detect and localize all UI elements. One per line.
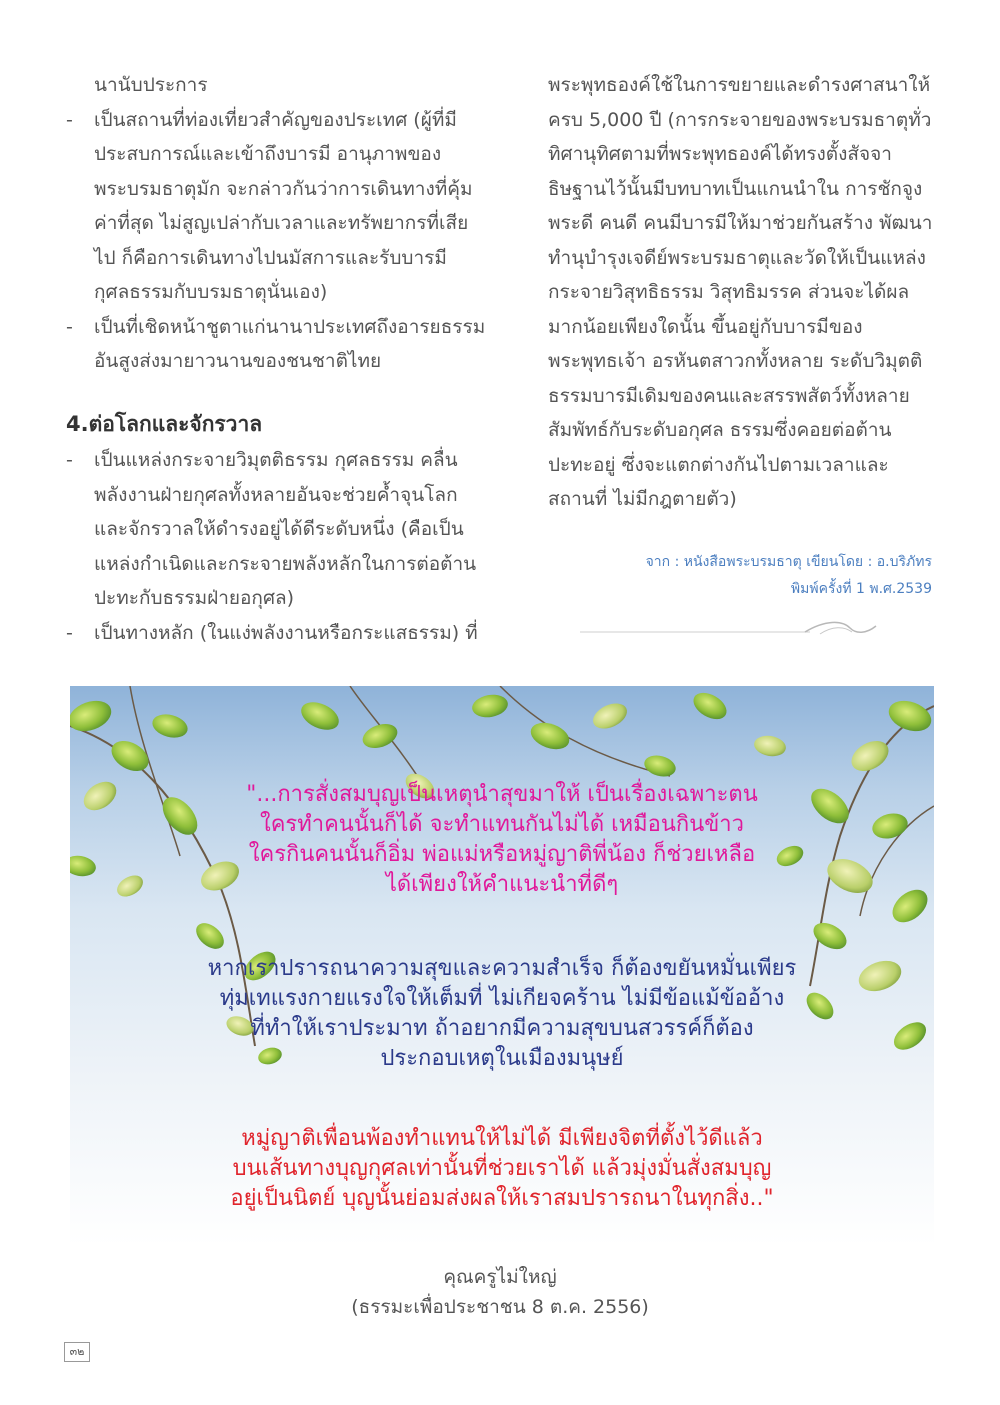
text-line: สถานที่ ไม่มีกฎตายตัว) [548, 488, 737, 510]
text-line: ปะทะอยู่ ซึ่งจะแตกต่างกันไปตามเวลาและ [548, 453, 889, 476]
quote-line: หมู่ญาติเพื่อนพ้องทำแทนให้ไม่ได้ มีเพียงจิตที่ตั้งไว้ดีแล้ว [241, 1126, 763, 1151]
divider-ornament [580, 616, 880, 640]
source-line: พิมพ์ครั้งที่ 1 พ.ศ.2539 [790, 581, 932, 597]
quote-line: ประกอบเหตุในเมืองมนุษย์ [380, 1046, 624, 1071]
quote-block-red [70, 1124, 934, 1214]
bullet-dash: - [66, 621, 73, 644]
right-column [548, 68, 938, 517]
text-line: นานับประการ [94, 74, 208, 96]
quote-block-pink [70, 780, 934, 900]
quote-line: หากเราปรารถนาความสุขและความสำเร็จ ก็ต้องขยันหมั่นเพียร [207, 956, 797, 981]
quote-line: บนเส้นทางบุญกุศลเท่านั้นที่ช่วยเราได้ แล้วมุ่งมั่นสั่งสมบุญ [232, 1156, 772, 1181]
text-line: แหล่งกำเนิดและกระจายพลังหลักในการต่อต้าน [94, 552, 477, 575]
quote-line: ทุ่มเทแรงกายแรงใจให้เต็มที่ ไม่เกียจคร้าน ไม่มีข้อแม้ข้ออ้าง [219, 986, 785, 1011]
bullet-dash: - [66, 108, 73, 131]
text-line: พระดี คนดี คนมีบารมีให้มาช่วยกันสร้าง พัฒนา [548, 212, 933, 234]
quote-block-navy [70, 954, 934, 1074]
left-column [66, 68, 506, 650]
page-number: ๓๒ [64, 1342, 90, 1362]
text-line: ธิษฐานไว้นั้นมีบทบาทเป็นแกนนำใน การชักจูง [548, 177, 923, 200]
text-line: พระพุทธองค์ใช้ในการขยายและดำรงศาสนาให้ [548, 74, 931, 96]
text-line: อันสูงส่งมายาวนานของชนชาติไทย [94, 350, 382, 372]
text-line: กระจายวิสุทธิธรรม วิสุทธิมรรค ส่วนจะได้ผล [548, 281, 910, 303]
text-line: เป็นทางหลัก (ในแง่พลังงานหรือกระแสธรรม) ที่ [94, 621, 478, 644]
bullet-item [66, 616, 506, 651]
text-line: ทิศานุทิศตามที่พระพุทธองค์ได้ทรงตั้งสัจจา [548, 143, 892, 165]
text-line: เป็นแหล่งกระจายวิมุตติธรรม กุศลธรรม คลื่น [94, 449, 458, 471]
source-line: จาก : หนังสือพระบรมธาตุ เขียนโดย : อ.บริภัทร [645, 554, 932, 570]
section-heading: 4.ต่อโลกและจักรวาล [66, 411, 263, 436]
quote-line: "...การสั่งสมบุญเป็นเหตุนำสุขมาให้ เป็นเรื่องเฉพาะตน [246, 782, 758, 807]
text-line: ครบ 5,000 ปี (การกระจายของพระบรมธาตุทั่ว [548, 108, 932, 131]
bullet-item [66, 310, 506, 379]
quote-line: ใครกินคนนั้นก็อิ่ม พ่อแม่หรือหมู่ญาติพี่น้อง ก็ช่วยเหลือ [248, 842, 756, 867]
signature-name: คุณครูไม่ใหญ่ [443, 1266, 557, 1288]
text-line: พระบรมธาตุมัก จะกล่าวกันว่าการเดินทางที่คุ้ม [94, 177, 473, 200]
text-line: ประสบการณ์และเข้าถึงบารมี อานุภาพของ [94, 143, 442, 165]
quote-banner [70, 686, 934, 1246]
quote-line: ใครทำคนนั้นก็ได้ จะทำแทนกันไม่ได้ เหมือนกินข้าว [259, 812, 745, 837]
text-line: มากน้อยเพียงใดนั้น ขึ้นอยู่กับบารมีของ [548, 315, 863, 338]
bullet-dash: - [66, 449, 73, 471]
text-line: เป็นสถานที่ท่องเที่ยวสำคัญของประเทศ (ผู้ที่มี [94, 108, 457, 131]
text-line: พลังงานฝ่ายกุศลทั้งหลายอันจะช่วยค้ำจุนโลก [94, 483, 458, 506]
source-citation [560, 549, 932, 603]
text-line: ปะทะกับธรรมฝ่ายอกุศล) [94, 587, 295, 609]
text-line: ธรรมบารมีเดิมของคนและสรรพสัตว์ทั้งหลาย [548, 384, 910, 407]
signature-source: (ธรรมะเพื่อประชาชน 8 ต.ค. 2556) [351, 1296, 649, 1318]
text-line: และจักรวาลให้ดำรงอยู่ได้ดีระดับหนึ่ง (คือเป็น [94, 518, 464, 540]
text-line: ไป ก็คือการเดินทางไปนมัสการและรับบารมี [94, 246, 447, 269]
text-line: พระพุทธเจ้า อรหันตสาวกทั้งหลาย ระดับวิมุตติ [548, 350, 923, 372]
text-line: เป็นที่เชิดหน้าชูตาแก่นานาประเทศถึงอารยธรรม [94, 315, 486, 338]
quote-line: ได้เพียงให้คำแนะนำที่ดีๆ [385, 872, 619, 897]
text-line: ทำนุบำรุงเจดีย์พระบรมธาตุและวัดให้เป็นแหล่ง [548, 246, 926, 269]
quote-line: อยู่เป็นนิตย์ บุญนั้นย่อมส่งผลให้เราสมปรารถนาในทุกสิ่ง.." [230, 1186, 774, 1211]
text-line: กุศลธรรมกับบรมธาตุนั่นเอง) [94, 281, 328, 303]
text-line: สัมพัทธ์กับระดับอกุศล ธรรมซึ่งคอยต่อต้าน [548, 419, 892, 441]
bullet-item [66, 443, 506, 616]
text-line: ค่าที่สุด ไม่สูญเปล่ากับเวลาและทรัพยากรที่เสีย [94, 212, 469, 234]
bullet-dash: - [66, 315, 73, 338]
bullet-item [66, 103, 506, 310]
quote-line: ที่ทำให้เราประมาท ถ้าอยากมีความสุขบนสวรรค์ก็ต้อง [250, 1016, 754, 1041]
